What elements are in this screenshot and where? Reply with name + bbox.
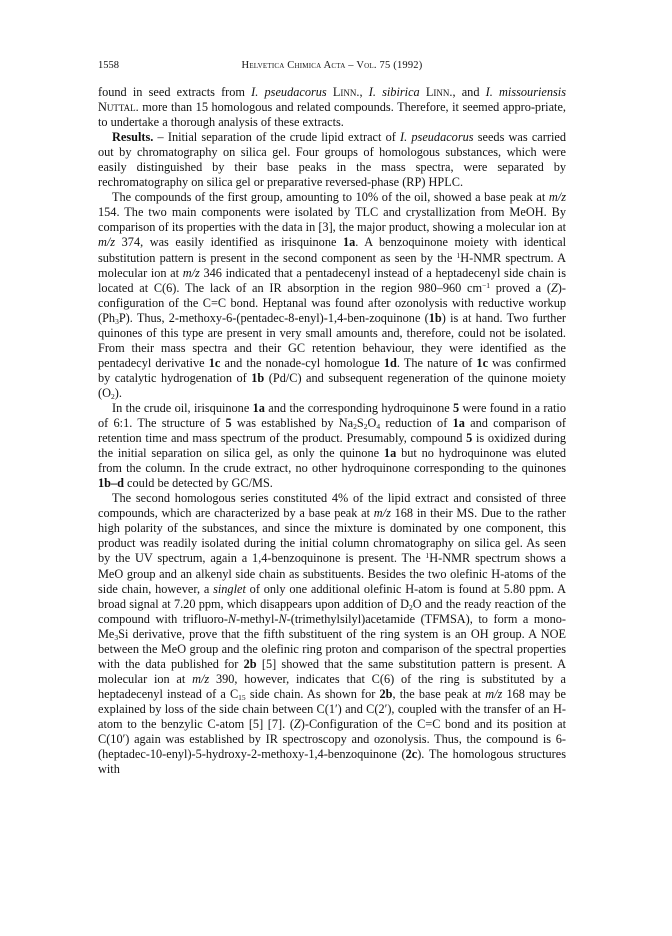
text-run: side chain. As shown for	[245, 686, 380, 701]
text-run-i: I. pseudacorus	[251, 85, 327, 99]
text-run: H-NMR spectrum. A molecular ion at	[98, 250, 566, 280]
text-run-sc: Linn.	[332, 85, 360, 99]
text-run: reduction of	[380, 416, 453, 431]
text-run: -(trimethylsilyl)acetamide (TFMSA), to form a mono-Me	[98, 611, 567, 641]
text-run-b: 1a	[452, 416, 465, 431]
text-run: H-NMR spectrum shows a MeO group and an alkenyl side chain as substituents. Besides the two olefinic H-atoms of the side chain, however, a	[98, 551, 567, 596]
text-run-i: m/z	[548, 190, 566, 205]
journal-page	[98, 58, 566, 777]
text-run: and the corresponding hydroquinone	[264, 400, 454, 415]
text-run: In the crude oil, irisquinone	[112, 400, 253, 415]
text-run: ).	[114, 385, 122, 400]
text-run-i: m/z	[192, 671, 210, 686]
text-run: – Initial separation of the crude lipid extract of	[153, 130, 401, 145]
text-run-sub: 3	[114, 632, 119, 642]
text-run-sc: Linn.	[425, 85, 453, 99]
page-number: 1558	[98, 60, 119, 71]
text-run-sup: 1	[425, 551, 430, 561]
paragraph-second-series	[98, 491, 566, 777]
text-run-b: 2b	[243, 656, 257, 671]
text-run-i: Z	[293, 716, 301, 731]
text-run-sub: 2	[409, 602, 413, 612]
text-run-b: Results.	[112, 130, 154, 145]
text-run: The compounds of the first group, amounting to 10% of the oil, showed a base peak at	[112, 190, 549, 205]
text-run: . more than 15 homologous and related compounds. Therefore, it seemed appro-priate, to undertake a thorough analysis of these extracts.	[98, 100, 566, 130]
running-title: Helvetica Chimica Acta – Vol. 75 (1992)	[241, 60, 423, 71]
text-run: P). Thus, 2-methoxy-6-(pentadec-8-enyl)-1,4-ben-zoquinone (	[118, 310, 429, 325]
text-run-b: 5	[453, 400, 460, 415]
text-run: could be detected by GC/MS.	[123, 476, 273, 491]
text-run: O	[367, 416, 377, 431]
text-run-b: 2c	[405, 747, 418, 762]
paragraph-first-group	[98, 190, 566, 401]
text-run: )-configuration of the C=C bond. Heptanal was found after ozonolysis with reductive workup (Ph	[98, 280, 566, 325]
text-run: 390, however, indicates that C(6) of the ring is substituted by a heptadecenyl instead of a C	[98, 671, 566, 701]
text-run-i: m/z	[485, 686, 503, 701]
text-run-sub: 15	[238, 692, 246, 702]
text-run-sup: 1	[456, 250, 461, 260]
text-run: seeds was carried out by chromatography on silica gel. Four groups of homologous substances, which were easily distinguished by their base peaks in the mass spectra, were separated by rechromatography on silica gel or preparative reversed-phase (RP) HPLC.	[98, 130, 566, 190]
text-run-sub: 2	[110, 391, 115, 401]
text-run-i: m/z	[373, 506, 391, 521]
text-run-b: 1b	[251, 370, 265, 385]
text-run-i: I. missouriensis	[485, 85, 566, 99]
text-run: [5] showed that the same substitution pattern is present. A molecular ion at	[98, 656, 566, 686]
text-run: . A benzoquinone moiety with identical substitution pattern is present in the second component as seen by the	[98, 235, 566, 265]
text-run-b: 1a	[252, 400, 265, 415]
text-run: 346 indicated that a pentadecenyl instead of a heptadecenyl side chain is located at C(6). The lack of an IR absorption in the region 980–960 cm	[98, 265, 566, 295]
text-run: -methyl-	[236, 611, 279, 626]
text-run-b: 5	[225, 416, 232, 431]
text-run-sub: 3	[115, 316, 119, 326]
text-run-b: 1c	[208, 355, 221, 370]
text-run: , the base peak at	[392, 686, 486, 701]
text-run-i: m/z	[98, 235, 116, 250]
text-run: was established by Na	[231, 416, 354, 431]
text-run: S	[356, 416, 364, 431]
text-run-sub: 2	[353, 422, 357, 432]
text-run-i: Z	[550, 280, 558, 295]
text-run: ). The homologous structures with	[98, 747, 566, 777]
text-run: of only one additional olefinic H-atom is found at 5.80 ppm. A broad signal at 7.20 ppm, which disappears upon addition of D	[98, 581, 566, 611]
text-run-sup: −1	[482, 280, 491, 290]
text-run: and the nonade-cyl homologue	[220, 355, 384, 370]
text-run-b: 1d	[383, 355, 397, 370]
text-run: is oxidized during the initial separation on silica gel, as only the quinone	[98, 431, 567, 461]
paragraph-hydroquinone	[98, 401, 566, 491]
paragraph-results-intro	[98, 130, 566, 190]
text-run-i: N	[227, 611, 237, 626]
text-run-sc: Nuttal	[98, 100, 136, 115]
text-run-b: 2b	[379, 686, 393, 701]
text-run-sub: 4	[376, 422, 381, 432]
text-run: ) is at hand. Two further quinones of this type are present in very small amounts and, therefore, could not be isolated. From their mass spectra and their GC retention behaviour, they were identified as the pentadecyl derivative	[98, 310, 566, 370]
text-run-b: 5	[466, 431, 473, 446]
text-run: The second homologous series constituted 4% of the lipid extract and consisted of three compounds, which are characterized by a base peak at	[98, 491, 566, 521]
text-run-i: singlet	[213, 581, 246, 596]
text-run: 168 in their MS. Due to the rather high polarity of the substances, and since the mixture is dominated by one component, this product was readily isolated during the initial column chromatography on silica gel. As seen by the UV spectrum, again a 1,4-benzoquinone is present. The	[98, 506, 566, 566]
text-run: was confirmed by catalytic hydrogenation of	[98, 355, 566, 385]
text-run: )-Configuration of the C=C bond and its position at C(10′) again was established by IR spectroscopy and ozonolysis. Thus, the compound is 6-(heptadec-10-enyl)-5-hydroxy-2-methoxy-1,4-benzoquinone (	[98, 716, 566, 762]
text-run: 374, was easily identified as irisquinone	[115, 235, 343, 250]
text-run-i: I. pseudacorus	[400, 130, 474, 145]
text-run: O and the ready reaction of the compound with trifluoro-	[98, 596, 566, 626]
text-run: proved a (	[490, 280, 551, 295]
text-run-i: N	[278, 611, 287, 626]
text-run-b: 1a	[343, 235, 356, 250]
text-run: , and	[452, 85, 486, 99]
text-run: 168 may be explained by loss of the side chain between C(1′) and C(2′), coupled with the transfer of an H-atom to the benzylic C-atom [5] [7]. (	[98, 686, 566, 731]
text-run: but no hydroquinone was eluted from the column. In the crude extract, no other hydroquinone corresponding to the quinones	[98, 446, 566, 476]
text-run: . The nature of	[396, 355, 477, 370]
text-run-b: 1b–d	[98, 476, 124, 491]
text-run-i: I. sibirica	[368, 85, 420, 99]
page-header	[98, 58, 566, 74]
text-run-sub: 2	[363, 422, 368, 432]
text-run: and comparison of retention time and mass spectrum of the product. Presumably, compound	[98, 416, 567, 446]
text-run: were found in a ratio of 6:1. The structure of	[98, 400, 566, 431]
body-text	[98, 85, 566, 777]
text-run-i: m/z	[182, 265, 200, 280]
text-run-b: 1c	[476, 355, 489, 370]
text-run: ,	[359, 85, 369, 99]
text-run-b: 1b	[428, 310, 442, 325]
text-run: found in seed extracts from	[98, 85, 252, 99]
text-run-b: 1a	[383, 446, 397, 461]
paragraph-continuation	[98, 85, 566, 130]
text-run: Si derivative, prove that the fifth substituent of the ring system is an OH group. A NOE between the MeO group and the olefinic ring proton and comparison of the spectral properties with the data published for	[98, 626, 566, 671]
text-run: (Pd/C) and subsequent regeneration of the quinone moiety (O	[98, 370, 566, 400]
text-run: 154. The two main components were isolated by TLC and crystallization from MeOH. By comparison of its properties with the data in [3], the major product, showing a molecular ion at	[98, 205, 566, 235]
